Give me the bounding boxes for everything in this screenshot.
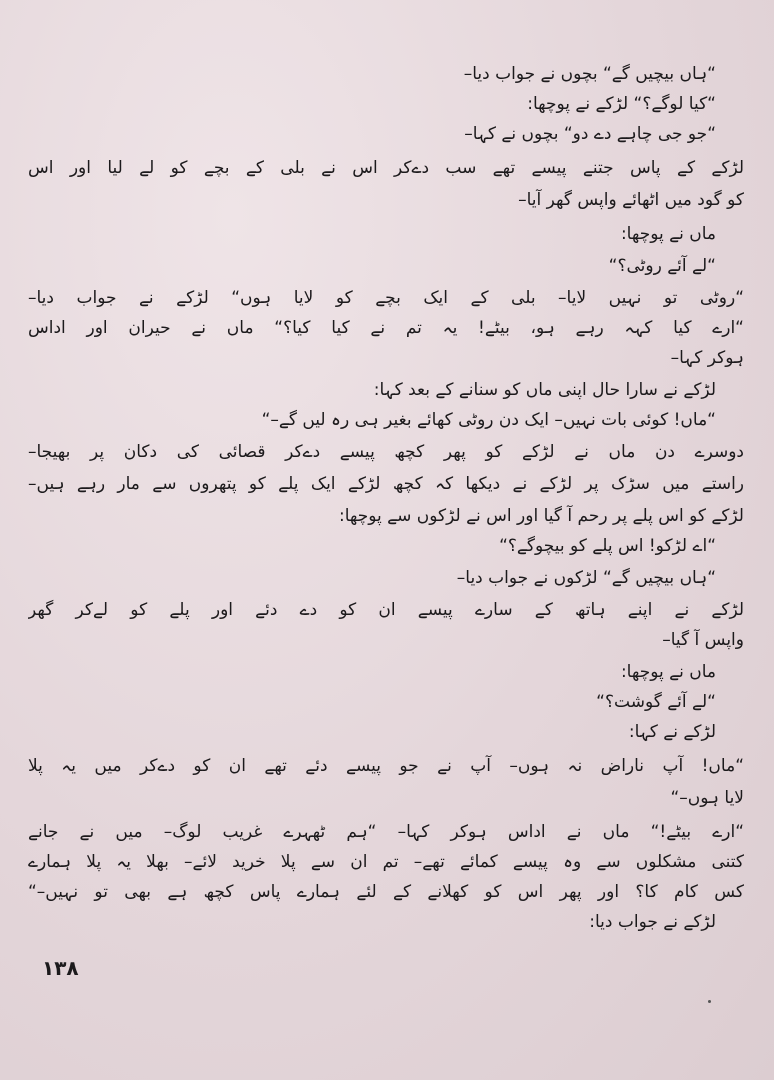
text-line: کو گود میں اٹھائے واپس گھر آیا– [518, 190, 744, 210]
text-line: راستے میں سڑک پر لڑکے نے دیکھا کہ کچھ لڑکے ایک پلے کو پتھروں سے مار رہے ہیں– [28, 474, 744, 494]
text-line: لڑکے نے کہا: [628, 722, 716, 742]
text-line: ہوکر کہا– [670, 348, 744, 368]
text-line: لڑکے نے اپنے ہاتھ کے سارے پیسے ان کو دے دئے اور پلے کو لےکر گھر [28, 600, 744, 620]
page-number: ۱۳۸ [42, 956, 79, 980]
text-line: لایا ہوں–“ [670, 788, 744, 808]
text-line: “روٹی تو نہیں لایا– بلی کے ایک بچے کو لایا ہوں“ لڑکے نے جواب دیا– [28, 288, 744, 308]
text-line: “ارے کیا کہہ رہے ہو، بیٹے! یہ تم نے کیا کیا؟“ ماں نے حیران اور اداس [28, 318, 744, 338]
text-line: “ہاں بیچیں گے“ لڑکوں نے جواب دیا– [456, 568, 716, 588]
text-line: “اے لڑکو! اس پلے کو بیچوگے؟“ [499, 536, 716, 556]
paper-speck [708, 1000, 711, 1003]
text-line: “ہاں بیچیں گے“ بچوں نے جواب دیا– [463, 64, 716, 84]
text-line: ماں نے پوچھا: [620, 224, 716, 244]
text-line: لڑکے نے سارا حال اپنی ماں کو سنانے کے بعد کہا: [373, 380, 716, 400]
text-line: “جو جی چاہے دے دو“ بچوں نے کہا– [464, 124, 716, 144]
text-line: “لے آئے روٹی؟“ [608, 256, 716, 276]
text-line: “ماں! کوئی بات نہیں– ایک دن روٹی کھائے بغیر ہی رہ لیں گے–“ [261, 410, 716, 430]
text-line: دوسرے دن ماں نے لڑکے کو پھر کچھ پیسے دےکر قصائی کی دکان پر بھیجا– [28, 442, 744, 462]
text-line: “ماں! آپ ناراض نہ ہوں– آپ نے جو پیسے دئے تھے ان کو دےکر میں یہ پلا [28, 756, 744, 776]
text-line: لڑکے کو اس پلے پر رحم آ گیا اور اس نے لڑکوں سے پوچھا: [338, 506, 744, 526]
text-line: واپس آ گیا– [662, 630, 744, 650]
text-line: “لے آئے گوشت؟“ [596, 692, 716, 712]
text-line: ماں نے پوچھا: [620, 662, 716, 682]
text-line: “ارے بیٹے!“ ماں نے اداس ہوکر کہا– “ہم ٹھہرے غریب لوگ– میں نے جانے [28, 822, 744, 842]
text-line: کس کام کا؟ اور پھر اس کو کھلانے کے لئے ہمارے پاس کچھ ہے بھی تو نہیں–“ [28, 882, 744, 902]
text-line: لڑکے کے پاس جتنے پیسے تھے سب دےکر اس نے بلی کے بچے کو لے لیا اور اس [28, 158, 744, 178]
text-line: “کیا لوگے؟“ لڑکے نے پوچھا: [527, 94, 716, 114]
text-line: کتنی مشکلوں سے وہ پیسے کمائے تھے– تم ان سے پلا خرید لائے– بھلا یہ پلا ہمارے [28, 852, 744, 872]
text-line: لڑکے نے جواب دیا: [589, 912, 716, 932]
